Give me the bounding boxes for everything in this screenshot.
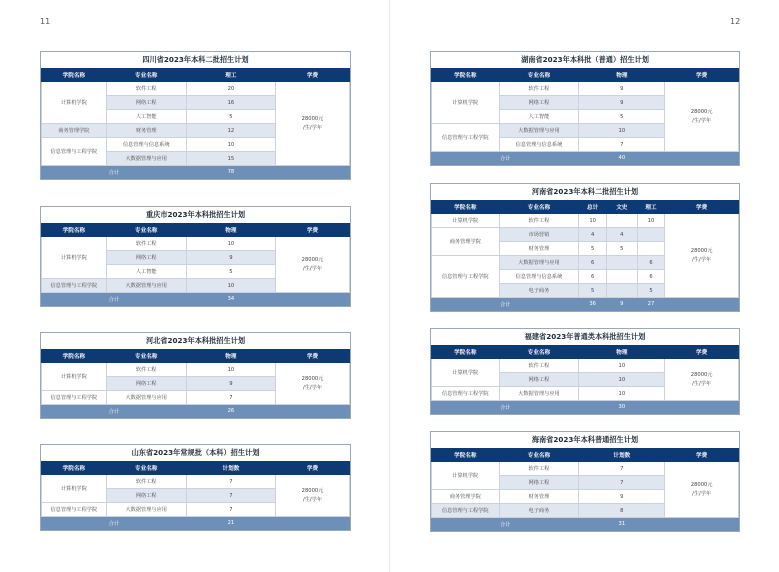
count-cell: 9 [579,96,665,110]
shandong-plan-table [40,444,351,531]
total-row [432,152,739,165]
total-label: 合计 [432,518,579,531]
header-row [42,462,350,475]
count-cell: 7 [579,476,665,490]
fujian-plan-table [430,328,740,415]
wenshi-cell: 5 [606,242,637,256]
header-row [432,449,739,462]
major-cell: 网络工程 [106,377,186,391]
major-cell: 财务管理 [499,242,579,256]
college-cell: 计算机学院 [42,237,107,279]
total-blank [665,401,739,414]
fee-unit: /生/学年 [692,117,712,124]
col-header: 专业名称 [106,69,186,82]
total-row [42,517,350,530]
total-value: 34 [186,293,275,306]
table-title: 河北省2023年本科批招生计划 [145,336,246,345]
college-cell: 计算机学院 [432,462,500,490]
total-ligong: 27 [637,298,665,311]
total-value: 40 [579,152,665,165]
count-cell: 10 [186,279,275,293]
col-header: 专业名称 [499,201,579,214]
college-cell: 商务管理学院 [42,124,107,138]
header-row [42,224,350,237]
table-title: 重庆市2023年本科批招生计划 [145,210,246,219]
major-cell: 软件工程 [106,475,186,489]
col-header: 学院名称 [42,462,107,475]
count-cell: 10 [579,359,665,373]
col-header: 计划数 [579,449,665,462]
major-cell: 软件工程 [499,462,579,476]
header-row [432,201,739,214]
col-header: 物理 [579,346,665,359]
fee-amount: 28000元 [690,247,713,254]
college-cell: 计算机学院 [432,214,500,228]
major-cell: 网络工程 [499,373,579,387]
header-row [42,350,350,363]
total-label: 合计 [432,298,579,311]
col-header: 专业名称 [499,346,579,359]
fee-amount: 28000元 [301,487,324,494]
col-header: 学院名称 [432,69,500,82]
college-cell: 计算机学院 [432,359,500,387]
major-cell: 大数据管理与应用 [499,124,579,138]
count-cell: 7 [186,391,275,405]
college-cell: 计算机学院 [42,475,107,503]
total-cell: 6 [579,256,607,270]
table-row [432,462,739,476]
major-cell: 电子商务 [499,284,579,298]
col-header: 学院名称 [432,449,500,462]
major-cell: 大数据管理与应用 [106,503,186,517]
count-cell: 15 [186,152,275,166]
major-cell: 信息管理与信息系统 [106,138,186,152]
total-wenshi: 9 [606,298,637,311]
fee-cell [665,359,739,401]
major-cell: 软件工程 [106,363,186,377]
table-row [42,237,350,251]
col-header: 学费 [276,462,350,475]
count-cell: 10 [186,363,275,377]
count-cell: 12 [186,124,275,138]
table-row [432,214,739,228]
hebei-plan-table [40,332,351,419]
col-header: 专业名称 [499,449,579,462]
chongqing-plan-table [40,206,351,307]
wenshi-cell [606,256,637,270]
col-header: 学院名称 [432,201,500,214]
table-title: 河南省2023年本科二批招生计划 [531,187,639,196]
hainan-plan-table [430,431,740,532]
count-cell: 10 [579,387,665,401]
col-header: 物理 [186,224,275,237]
total-label: 合计 [42,293,187,306]
fee-cell [276,82,350,166]
total-row [42,293,350,306]
total-blank [665,152,739,165]
total-row [432,298,739,311]
wenshi-cell [606,284,637,298]
total-cell: 4 [579,228,607,242]
major-cell: 人工智能 [499,110,579,124]
total-label: 合计 [42,517,187,530]
header-row [42,69,350,82]
count-cell: 10 [186,138,275,152]
header-row [432,69,739,82]
major-cell: 软件工程 [106,237,186,251]
sichuan-plan-table [40,51,351,180]
wenshi-cell [606,214,637,228]
major-cell: 人工智能 [106,265,186,279]
table-row [42,363,350,377]
major-cell: 软件工程 [106,82,186,96]
wenshi-cell [606,270,637,284]
fee-amount: 28000元 [301,115,324,122]
count-cell: 9 [186,251,275,265]
col-header: 物理 [186,350,275,363]
col-header: 学费 [665,69,739,82]
fee-cell [665,82,739,152]
col-header: 总计 [579,201,607,214]
fee-amount: 28000元 [301,375,324,382]
ligong-cell [637,228,665,242]
col-header: 文史 [606,201,637,214]
major-cell: 信息管理与信息系统 [499,270,579,284]
college-cell: 计算机学院 [42,82,107,124]
total-value: 26 [186,405,275,418]
col-header: 学费 [276,69,350,82]
major-cell: 电子商务 [499,504,579,518]
col-header: 专业名称 [106,462,186,475]
major-cell: 软件工程 [499,359,579,373]
total-value: 31 [579,518,665,531]
major-cell: 网络工程 [106,489,186,503]
table-title: 海南省2023年本科普通招生计划 [531,435,639,444]
total-label: 合计 [42,405,187,418]
wenshi-cell: 4 [606,228,637,242]
page-number-right: 12 [730,17,741,26]
college-cell: 信息管理与工程学院 [42,138,107,166]
college-cell: 信息管理与工程学院 [42,391,107,405]
fee-amount: 28000元 [690,371,713,378]
count-cell: 7 [186,475,275,489]
total-cell: 10 [579,214,607,228]
count-cell: 10 [579,124,665,138]
count-cell: 9 [579,490,665,504]
col-header: 学费 [665,201,739,214]
count-cell: 5 [579,110,665,124]
major-cell: 网络工程 [499,476,579,490]
count-cell: 10 [186,237,275,251]
fee-unit: /生/学年 [692,380,712,387]
college-cell: 计算机学院 [432,82,500,124]
col-header: 理工 [637,201,665,214]
college-cell: 计算机学院 [42,363,107,391]
major-cell: 财务管理 [499,490,579,504]
table-row [42,82,350,96]
count-cell: 8 [579,504,665,518]
major-cell: 财务管理 [106,124,186,138]
count-cell: 9 [579,82,665,96]
table-row [42,475,350,489]
major-cell: 大数据管理与应用 [499,387,579,401]
college-cell: 商务管理学院 [432,490,500,504]
fee-unit: /生/学年 [692,490,712,497]
fee-amount: 28000元 [301,256,324,263]
col-header: 专业名称 [106,350,186,363]
table-title: 四川省2023年本科二批招生计划 [142,55,249,64]
total-row [432,518,739,531]
col-header: 学院名称 [42,69,107,82]
major-cell: 网络工程 [106,251,186,265]
ligong-cell: 6 [637,270,665,284]
total-label: 合计 [42,166,187,179]
total-row [42,166,350,179]
major-cell: 大数据管理与应用 [106,152,186,166]
total-blank [276,405,350,418]
col-header: 学院名称 [42,350,107,363]
major-cell: 市场营销 [499,228,579,242]
col-header: 专业名称 [106,224,186,237]
fee-cell [276,363,350,405]
college-cell: 商务管理学院 [432,228,500,256]
count-cell: 16 [186,96,275,110]
col-header: 物理 [579,69,665,82]
page-number-left: 11 [40,17,51,26]
college-cell: 信息管理与工程学院 [42,279,107,293]
table-title: 湖南省2023年本科批（普通）招生计划 [521,55,649,64]
fee-cell [665,214,739,298]
total-blank [276,517,350,530]
count-cell: 9 [186,377,275,391]
henan-plan-table [430,183,740,312]
count-cell: 5 [186,110,275,124]
college-cell: 信息管理与工程学院 [42,503,107,517]
table-row [432,359,739,373]
total-label: 合计 [432,401,579,414]
major-cell: 软件工程 [499,214,579,228]
header-row [432,346,739,359]
college-cell: 信息管理与工程学院 [432,387,500,401]
col-header: 计划数 [186,462,275,475]
hunan-plan-table [430,51,740,166]
major-cell: 人工智能 [106,110,186,124]
col-header: 学费 [665,449,739,462]
col-header: 学院名称 [42,224,107,237]
fee-unit: /生/学年 [692,256,712,263]
total-value: 78 [186,166,275,179]
total-blank [276,293,350,306]
major-cell: 大数据管理与应用 [499,256,579,270]
college-cell: 信息管理与工程学院 [432,504,500,518]
count-cell: 10 [579,373,665,387]
total-blank [665,298,739,311]
table-title: 福建省2023年普通类本科批招生计划 [524,332,646,341]
major-cell: 大数据管理与应用 [106,391,186,405]
ligong-cell: 6 [637,256,665,270]
col-header: 学费 [276,350,350,363]
major-cell: 网络工程 [499,96,579,110]
total-cell: 5 [579,284,607,298]
total-value: 30 [579,401,665,414]
total-row [42,405,350,418]
total-row [432,401,739,414]
total-cell: 6 [579,270,607,284]
fee-unit: /生/学年 [303,496,323,503]
page-spine [389,0,390,572]
col-header: 学院名称 [432,346,500,359]
major-cell: 大数据管理与应用 [106,279,186,293]
ligong-cell: 10 [637,214,665,228]
total-cell: 5 [579,242,607,256]
total-value: 36 [579,298,607,311]
count-cell: 7 [579,462,665,476]
total-blank [276,166,350,179]
count-cell: 7 [579,138,665,152]
count-cell: 20 [186,82,275,96]
fee-unit: /生/学年 [303,124,323,131]
major-cell: 信息管理与信息系统 [499,138,579,152]
total-value: 21 [186,517,275,530]
col-header: 学费 [665,346,739,359]
fee-cell [665,462,739,518]
fee-amount: 28000元 [690,481,713,488]
fee-unit: /生/学年 [303,384,323,391]
col-header: 理工 [186,69,275,82]
college-cell: 信息管理与工程学院 [432,124,500,152]
count-cell: 5 [186,265,275,279]
fee-unit: /生/学年 [303,265,323,272]
fee-amount: 28000元 [690,108,713,115]
ligong-cell [637,242,665,256]
total-blank [665,518,739,531]
col-header: 专业名称 [499,69,579,82]
col-header: 学费 [276,224,350,237]
count-cell: 7 [186,489,275,503]
college-cell: 信息管理与工程学院 [432,256,500,298]
table-row [432,82,739,96]
major-cell: 网络工程 [106,96,186,110]
fee-cell [276,475,350,517]
total-label: 合计 [432,152,579,165]
major-cell: 软件工程 [499,82,579,96]
fee-cell [276,237,350,293]
count-cell: 7 [186,503,275,517]
table-title: 山东省2023年常规批（本科）招生计划 [131,448,260,457]
ligong-cell: 5 [637,284,665,298]
